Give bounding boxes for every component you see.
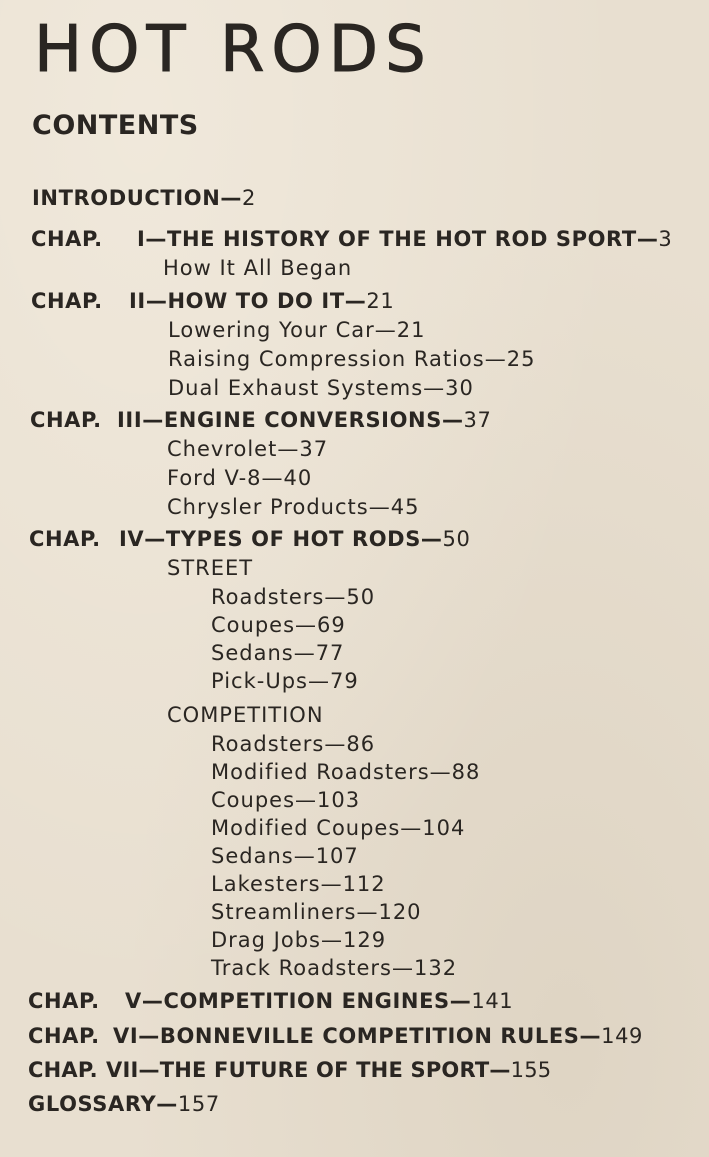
toc-chapter-4	[29, 529, 470, 550]
chapter-title: THE FUTURE OF THE SPORT—	[159, 1058, 511, 1082]
chapter-title: TYPES OF HOT RODS—	[165, 527, 443, 551]
toc-section: Coupes—69	[211, 613, 346, 637]
toc-chapter-2	[31, 291, 394, 312]
toc-section: Ford V-8—40	[167, 466, 313, 490]
chapter-number: IV—	[119, 527, 166, 551]
chapter-label: CHAP.	[29, 527, 101, 551]
chapter-title: ENGINE CONVERSIONS—	[163, 408, 464, 432]
toc-chapter-6	[28, 1026, 643, 1047]
toc-page-number: 2	[242, 186, 256, 210]
toc-page-number: 37	[463, 408, 492, 432]
toc-section: Raising Compression Ratios—25	[168, 347, 536, 371]
chapter-label: CHAP.	[31, 289, 103, 313]
toc-page-number: 157	[177, 1092, 220, 1116]
toc-section: Chevrolet—37	[167, 437, 329, 461]
chapter-number: VI—	[113, 1024, 160, 1048]
chapter-number: V—	[125, 989, 164, 1013]
toc-section: Track Roadsters—132	[211, 956, 458, 980]
chapter-number: II—	[129, 289, 168, 313]
chapter-number: III—	[117, 408, 164, 432]
toc-section: Chrysler Products—45	[167, 495, 420, 519]
book-title: HOT RODS	[34, 13, 433, 87]
toc-page-number: 141	[471, 989, 514, 1013]
toc-section: Roadsters—86	[211, 732, 376, 756]
toc-subheading-street: STREET	[167, 556, 254, 580]
toc-page-number: 155	[510, 1058, 552, 1082]
toc-entry-label: INTRODUCTION—	[32, 186, 242, 210]
toc-chapter-3	[30, 410, 491, 431]
toc-section: Coupes—103	[211, 788, 361, 812]
contents-heading: CONTENTS	[32, 110, 199, 141]
toc-subheading-competition: COMPETITION	[167, 703, 324, 727]
toc-page-number: 50	[442, 527, 471, 551]
toc-chapter-5	[28, 991, 513, 1012]
chapter-label: CHAP.	[28, 1058, 98, 1082]
toc-page-number: 21	[366, 289, 395, 313]
toc-entry-label: GLOSSARY—	[28, 1092, 178, 1116]
toc-section: Roadsters—50	[211, 585, 376, 609]
chapter-label: CHAP.	[28, 989, 100, 1013]
toc-page-number: 149	[601, 1024, 643, 1048]
chapter-label: CHAP.	[30, 408, 102, 432]
chapter-title: THE HISTORY OF THE HOT ROD SPORT—	[167, 227, 659, 251]
chapter-label: CHAP.	[28, 1024, 100, 1048]
toc-page-number: 3	[658, 227, 673, 251]
toc-section: How It All Began	[163, 256, 353, 280]
chapter-label: CHAP.	[31, 227, 103, 251]
toc-section: Pick-Ups—79	[211, 669, 359, 693]
toc-section: Dual Exhaust Systems—30	[168, 376, 474, 400]
toc-section: Lowering Your Car—21	[168, 318, 426, 342]
chapter-title: BONNEVILLE COMPETITION RULES—	[159, 1024, 602, 1048]
toc-section: Modified Coupes—104	[211, 816, 466, 840]
toc-chapter-1	[31, 229, 672, 250]
toc-chapter-7	[28, 1060, 551, 1081]
chapter-title: HOW TO DO IT—	[167, 289, 367, 313]
toc-section: Sedans—77	[211, 641, 345, 665]
chapter-title: COMPETITION ENGINES—	[163, 989, 472, 1013]
toc-section: Lakesters—112	[211, 872, 386, 896]
toc-entry-glossary	[28, 1094, 220, 1115]
toc-entry-introduction	[32, 188, 256, 209]
toc-section: Sedans—107	[211, 844, 359, 868]
chapter-number: I—	[137, 227, 168, 251]
toc-section: Modified Roadsters—88	[211, 760, 481, 784]
toc-section: Drag Jobs—129	[211, 928, 387, 952]
chapter-number: VII—	[106, 1058, 160, 1082]
toc-section: Streamliners—120	[211, 900, 422, 924]
